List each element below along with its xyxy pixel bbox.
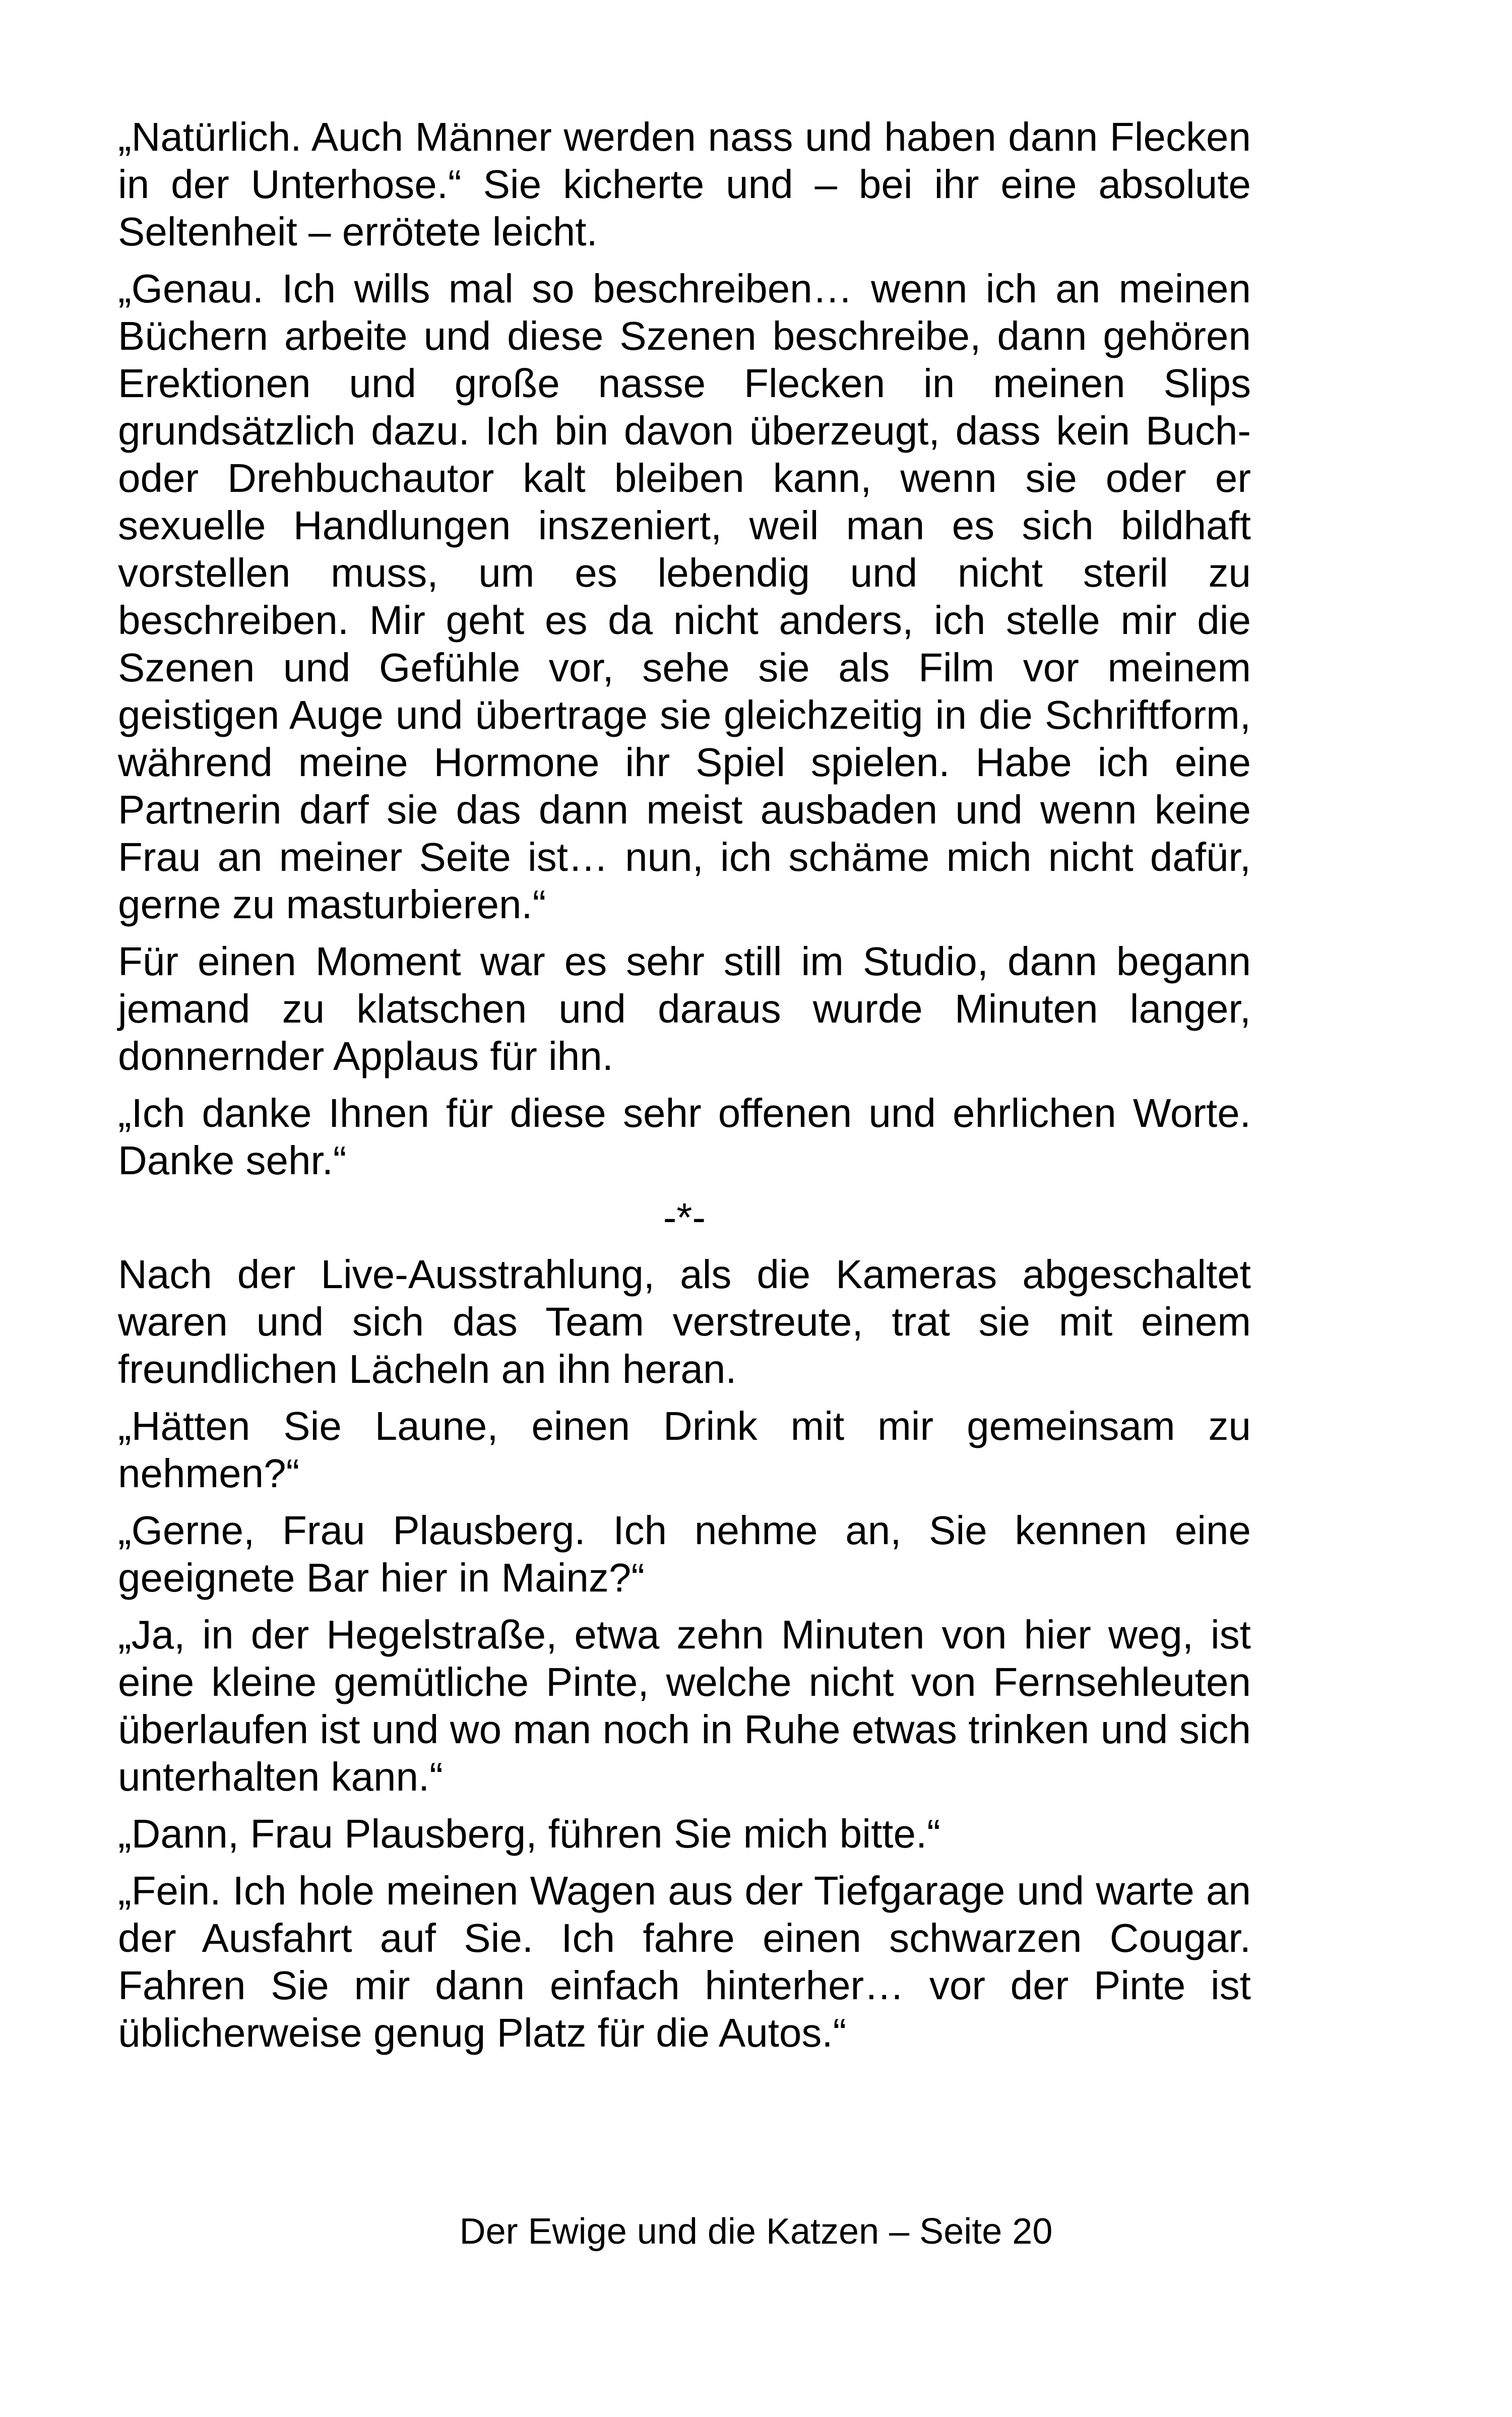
paragraph: „Hätten Sie Laune, einen Drink mit mir gemeinsam zu nehmen?“ — [118, 1404, 1251, 1496]
paragraph: „Dann, Frau Plausberg, führen Sie mich bitte.“ — [118, 1811, 940, 1856]
paragraph: „Genau. Ich wills mal so beschreiben… wenn ich an meinen Büchern arbeite und diese Szenen beschreibe, dann gehören Erektionen und große nasse Flecken in meinen Slips grundsätzlich dazu. Ich bin davon überzeugt, dass kein Buch- oder Drehbuchautor kalt bleiben kann, wenn sie oder er sexuelle Handlungen inszeniert, weil man es sich bildhaft vorstellen muss, um es lebendig und nicht steril zu beschreiben. Mir geht es da nicht anders, ich stelle mir die Szenen und Gefühle vor, sehe sie als Film vor meinem geistigen Auge und übertrage sie gleichzeitig in die Schriftform, während meine Hormone ihr Spiel spielen. Habe ich eine Partnerin darf sie das dann meist ausbaden und wenn keine Frau an meiner Seite ist… nun, ich schäme mich nicht dafür, gerne zu masturbieren.“ — [118, 266, 1251, 927]
section-separator: -*- — [663, 1195, 706, 1240]
paragraph: „Natürlich. Auch Männer werden nass und haben dann Flecken in der Unterhose.“ Sie kicherte und – bei ihr eine absolute Seltenheit – errötete leicht. — [118, 114, 1251, 254]
paragraph: „Fein. Ich hole meinen Wagen aus der Tiefgarage und warte an der Ausfahrt auf Sie. Ich fahre einen schwarzen Cougar. Fahren Sie mir dann einfach hinterher… vor der Pinte ist üblicherweise genug Platz für die Autos.“ — [118, 1868, 1251, 2055]
page-footer: Der Ewige und die Katzen – Seite 20 — [459, 2211, 1053, 2252]
body-text — [118, 113, 1251, 2066]
paragraph: „Ich danke Ihnen für diese sehr offenen und ehrlichen Worte. Danke sehr.“ — [118, 1091, 1251, 1183]
paragraph: Nach der Live-Ausstrahlung, als die Kameras abgeschaltet waren und sich das Team verstreute, trat sie mit einem freundlichen Lächeln an ihn heran. — [118, 1252, 1251, 1391]
paragraph: Für einen Moment war es sehr still im Studio, dann begann jemand zu klatschen und daraus wurde Minuten langer, donnernder Applaus für ihn. — [118, 939, 1251, 1078]
paragraph: „Ja, in der Hegelstraße, etwa zehn Minuten von hier weg, ist eine kleine gemütliche Pinte, welche nicht von Fernsehleuten überlaufen ist und wo man noch in Ruhe etwas trinken und sich unterhalten kann.“ — [118, 1612, 1251, 1799]
paragraph: „Gerne, Frau Plausberg. Ich nehme an, Sie kennen eine geeignete Bar hier in Mainz?“ — [118, 1508, 1251, 1600]
